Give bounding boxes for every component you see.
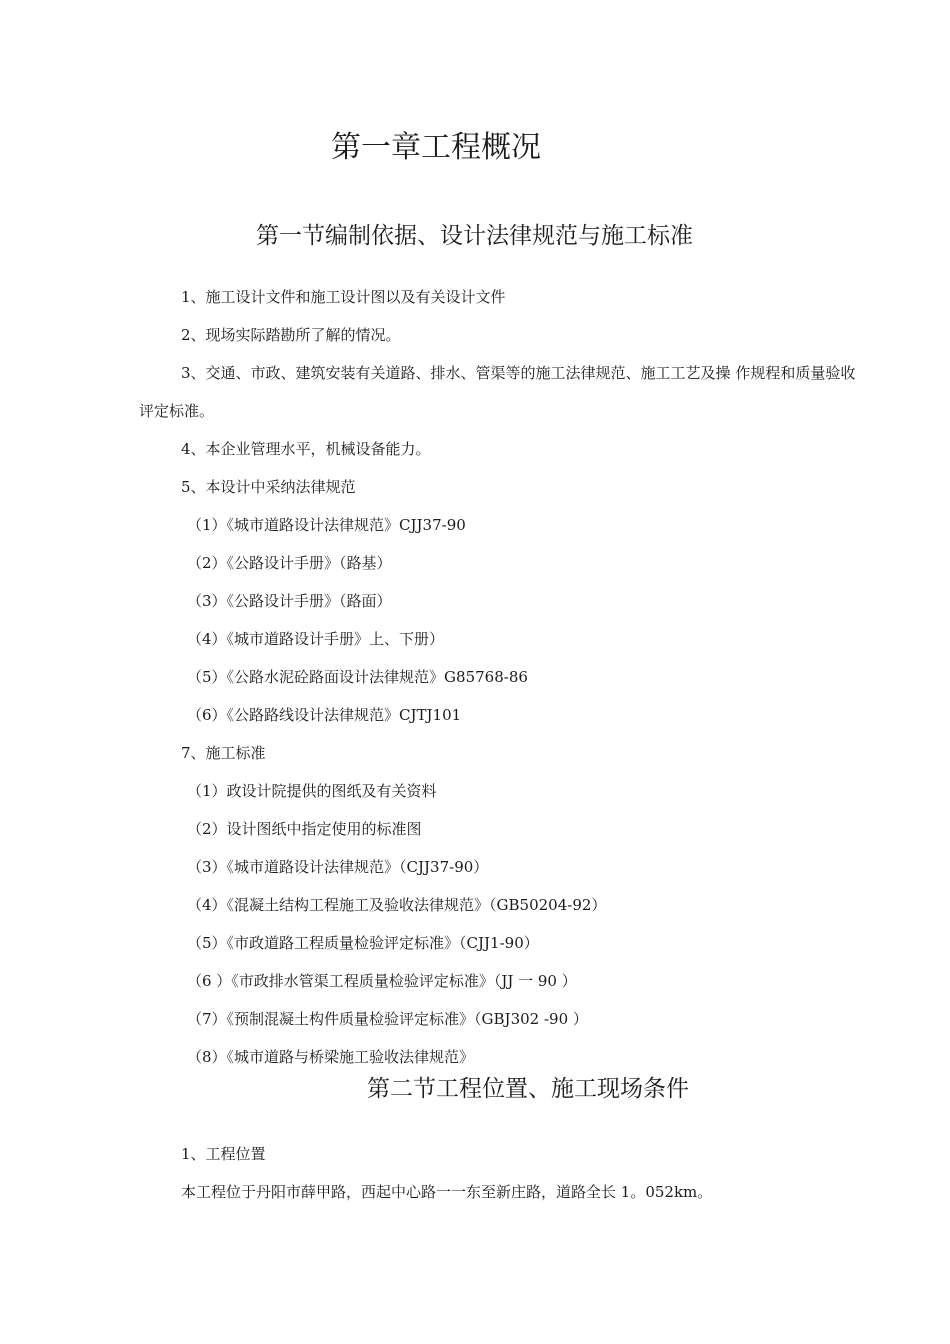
list-item: （1）政设计院提供的图纸及有关资料 (187, 782, 437, 800)
list-item: （4）《混凝土结构工程施工及验收法律规范》（GB50204-92） (187, 896, 607, 914)
list-item: （4）《城市道路设计手册》上、下册） (187, 630, 445, 648)
list-item: （5）《公路水泥砼路面设计法律规范》G85768-86 (187, 668, 528, 686)
paragraph: 1、工程位置 (181, 1145, 266, 1163)
list-item: （7）《预制混凝土构件质量检验评定标准》（GBJ302 -90 ） (187, 1010, 588, 1028)
section-1-title: 第一节编制依据、设计法律规范与施工标准 (256, 223, 693, 249)
paragraph: 7、施工标准 (181, 744, 266, 762)
paragraph: 评定标准。 (139, 402, 215, 420)
list-item: （3）《城市道路设计法律规范》（CJJ37-90） (187, 858, 489, 876)
paragraph: 2、现场实际踏勘所了解的情况。 (181, 326, 401, 344)
list-item: （6）《公路路线设计法律规范》CJTJ101 (187, 706, 462, 724)
paragraph: 4、本企业管理水平，机械设备能力。 (181, 440, 431, 458)
list-item: （2）《公路设计手册》（路基） (187, 554, 392, 572)
paragraph: 5、本设计中采纳法律规范 (181, 478, 356, 496)
list-item: （2）设计图纸中指定使用的标准图 (187, 820, 422, 838)
paragraph: 本工程位于丹阳市薛甲路，西起中心路一一东至新庄路，道路全长 1。052km。 (181, 1183, 713, 1201)
chapter-title: 第一章工程概况 (331, 130, 541, 165)
paragraph: 1、施工设计文件和施工设计图以及有关设计文件 (181, 288, 506, 306)
list-item: （5）《市政道路工程质量检验评定标准》（CJJ1-90） (187, 934, 539, 952)
list-item: （3）《公路设计手册》（路面） (187, 592, 392, 610)
section-2-title: 第二节工程位置、施工现场条件 (367, 1076, 689, 1102)
list-item: （6 ）《市政排水管渠工程质量检验评定标准》（JJ 一 90 ） (187, 972, 577, 990)
paragraph: 3、交通、市政、建筑安装有关道路、排水、管渠等的施工法律规范、施工工艺及操 作规程和质量验收 (181, 364, 856, 382)
list-item: （1）《城市道路设计法律规范》CJJ37-90 (187, 516, 466, 534)
list-item: （8）《城市道路与桥梁施工验收法律规范》 (187, 1048, 475, 1066)
